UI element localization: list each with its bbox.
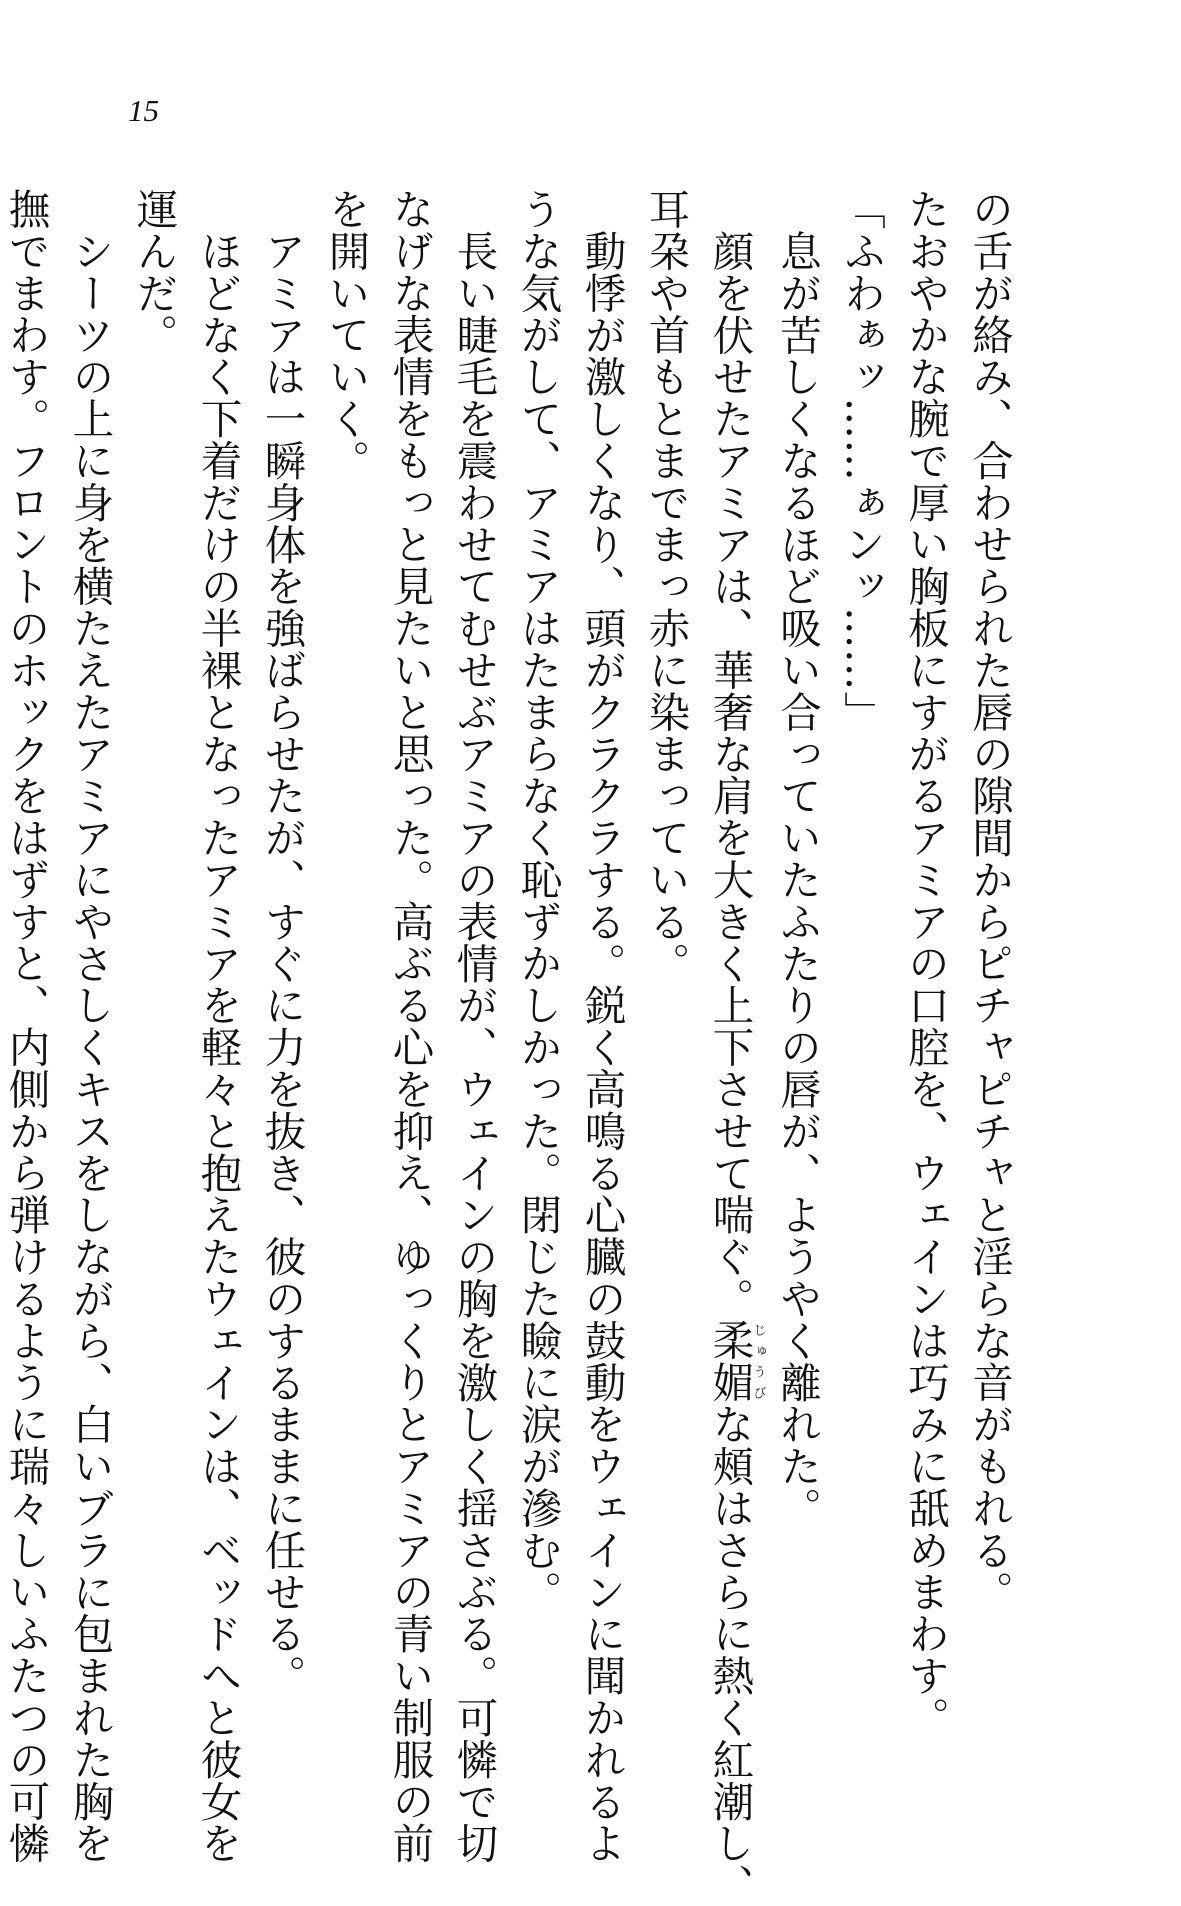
text-line: 運んだ。 [129, 188, 179, 356]
text-line: 「ふわぁッ……ぁンッ……」 [837, 188, 886, 733]
ruby-reading: じゅうび [750, 1318, 766, 1403]
text-line: 耳朶や首もとまでまっ赤に染まっている。 [641, 188, 691, 985]
text-line: なげな表情をもっと見たいと思った。高ぶる心を抑え、ゆっくりとアミアの青い制服の前 [385, 188, 435, 1864]
text-line-with-ruby [698, 188, 766, 1906]
ruby-line-after: な頰はさらに熱く紅潮し、 [705, 1402, 755, 1906]
ruby-base: 柔媚 [705, 1318, 755, 1403]
text-line: ほどなく下着だけの半裸となったアミアを軽々と抱えたウェインは、ベッドへと彼女を [193, 229, 243, 1864]
text-line: 動悸が激しくなり、頭がクラクラする。鋭く高鳴る心臓の鼓動をウェインに聞かれるよ [577, 229, 627, 1864]
text-line: たおやかな腕で厚い胸板にすがるアミアの口腔を、ウェインは巧みに舐めまわす。 [901, 188, 950, 1739]
text-line: 長い睫毛を震わせてむせぶアミアの表情が、ウェインの胸を激しく揺さぶる。可憐で切 [449, 229, 499, 1864]
ruby-line-before: 顔を伏せたアミアは、華奢な肩を大きく上下させて喘ぐ。 [705, 229, 755, 1319]
text-line: うな気がして、アミアはたまらなく恥ずかしかった。閉じた瞼に涙が滲む。 [513, 188, 563, 1613]
page-number: 15 [128, 93, 159, 128]
text-line: の舌が絡み、合わせられた唇の隙間からピチャピチャと淫らな音がもれる。 [965, 188, 1014, 1613]
ruby-word [705, 1318, 766, 1403]
text-line: シーツの上に身を横たえたアミアにやさしくキスをしながら、白いブラに包まれた胸を [65, 229, 115, 1864]
body-text [1, 188, 1021, 1906]
text-line: アミアは一瞬身体を強ばらせたが、すぐに力を抜き、彼のするままに任せる。 [257, 229, 307, 1696]
text-line: 撫でまわす。フロントのホックをはずすと、内側から弾けるように瑞々しいふたつの可憐 [1, 188, 51, 1864]
text-line: 息が苦しくなるほど吸い合っていたふたりの唇が、ようやく離れた。 [773, 229, 822, 1529]
text-line: を開いていく。 [321, 188, 371, 482]
